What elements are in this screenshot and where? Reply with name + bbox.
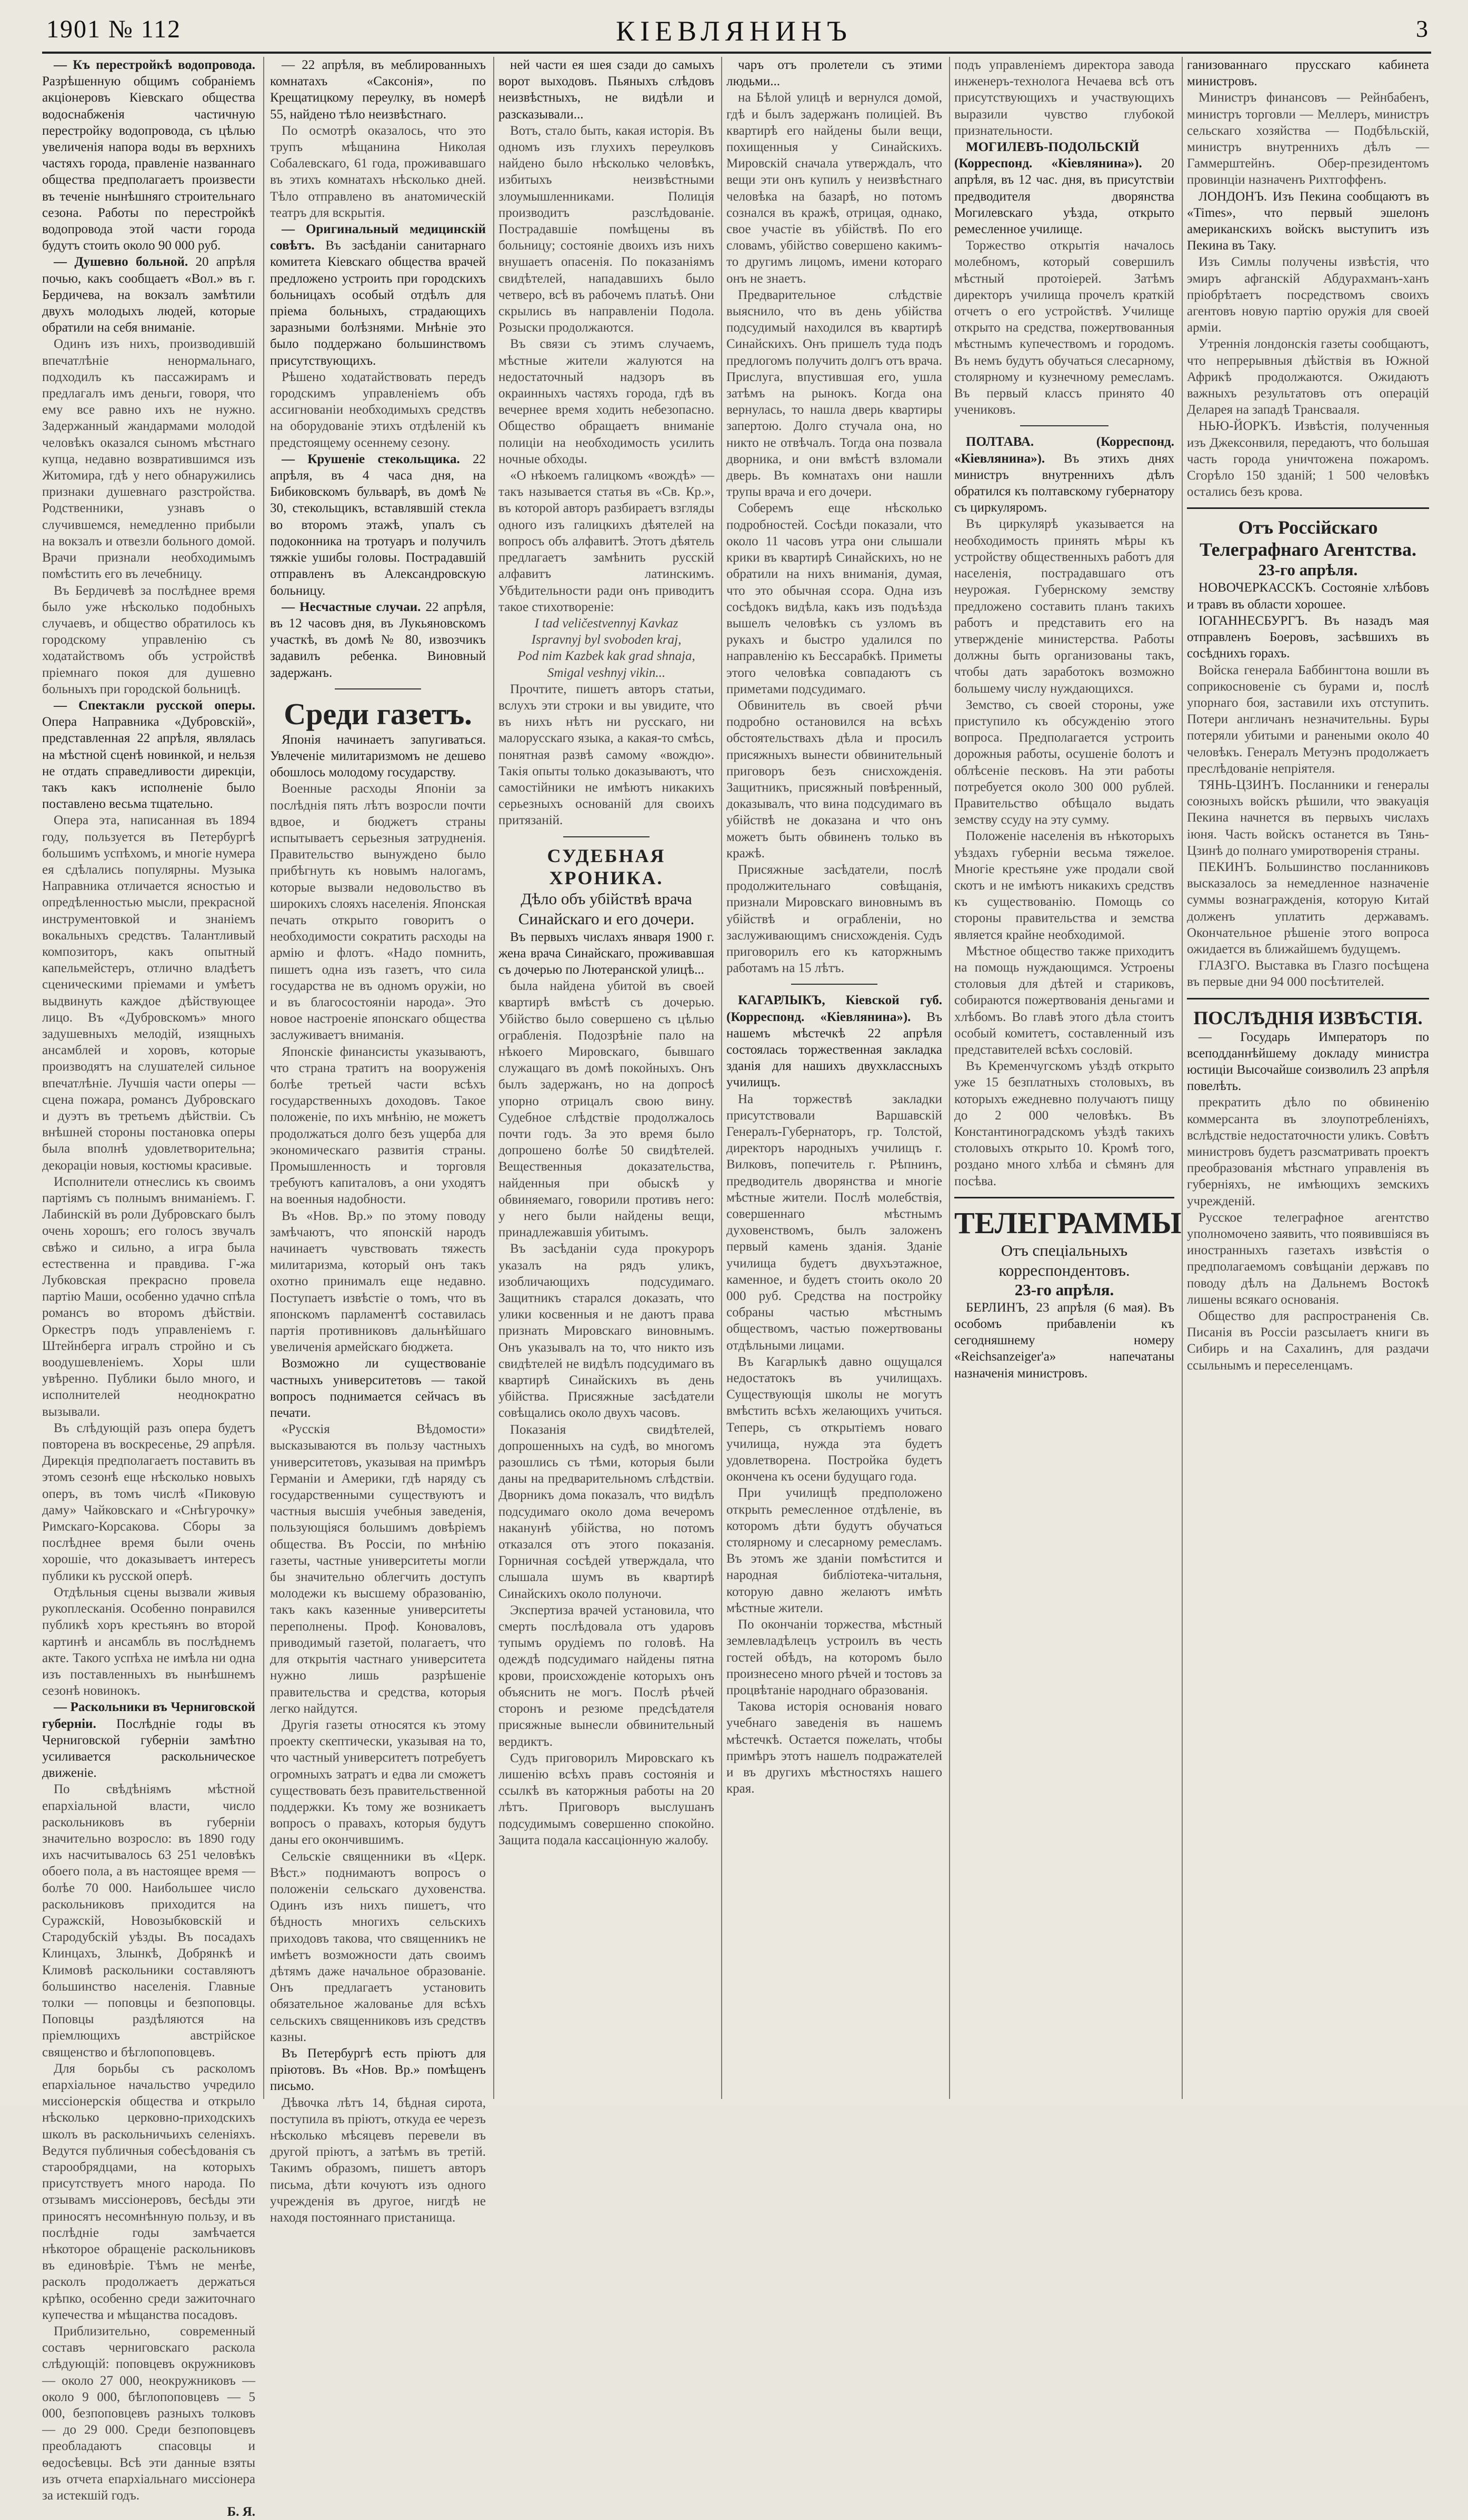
filler-text: была найдена убитой въ своей квартирѣ вмѣстѣ съ дочерью. Убійство было совершено съ цѣлью ограбленія. Подозрѣніе пало на нѣкоего Мировскаго, бывшаго служащаго въ домѣ покойныхъ. Онъ былъ задержанъ, но на допросѣ упорно отрицалъ свою вину. Судебное слѣдствіе продолжалось почти годъ. За это время было допрошено болѣе 50 свидѣтелей. Вещественныя доказательства, найденныя при обыскѣ у обвиняемаго, говорили противъ него: у него были найдены вещи, принадлежавшія убитымъ.	[498, 979, 714, 1240]
telegram-london: ЛОНДОНЪ. Изъ Пекина сообщаютъ въ «Times», что первый эшелонъ американскихъ войскъ выступитъ изъ Пекина въ Таку.	[1187, 189, 1429, 253]
filler-text: Мѣстное общество также приходитъ на помощь нуждающимся. Устроены столовыя для дѣтей и стариковъ, собираются пожертвованія деньгами и хлѣбомъ. Во главѣ этого дѣла стоитъ особый комитетъ, составленный изъ представителей всѣхъ сословій.	[954, 944, 1174, 1057]
column-6	[1187, 57, 1429, 2094]
filler-text: Вотъ, стало быть, какая исторія. Въ одномъ изъ глухихъ переулковъ найдено было нѣсколько человѣкъ, избитыхъ неизвѣстными злоумышленниками. Полиція производитъ разслѣдованіе. Пострадавшіе помѣщены въ больницу; состояніе двоихъ изъ нихъ внушаетъ опасенія. По показаніямъ свидѣтелей, нападавшихъ было четверо, всѣ въ рабочемъ платьѣ. Они скрылись въ направленіи Подола. Розыски продолжаются.	[498, 123, 714, 335]
article-mogilev: МОГИЛЕВЪ-ПОДОЛЬСКІЙ (Корреспонд. «Кіевлянина»). 20 апрѣля, въ 12 час. дня, въ присутствіи предводителя дворянства Могилевскаго уѣзда, открыто ремесленное училище.	[954, 140, 1174, 237]
section-title-among-papers: Среди газетъ.	[284, 696, 472, 731]
filler-text: Торжество открытія началось молебномъ, который совершилъ мѣстный протоіерей. Затѣмъ директоръ училища прочелъ краткій отчетъ о его устройствѣ. Училище открыто на средства, пожертвованныя мѣстнымъ купечествомъ и городомъ. Въ немъ будутъ обучаться слесарному, столярному и кузнечному ремесламъ. Въ первый классъ принято 40 учениковъ.	[954, 238, 1174, 417]
section-rule	[1187, 998, 1429, 999]
filler-text: Утреннія лондонскія газеты сообщаютъ, что непрерывныя дѣйствія въ Южной Африкѣ продолжаются. Ожидаютъ важныхъ результатовъ отъ операцій Деларея на западѣ Трансвааля.	[1187, 337, 1429, 417]
filler-text: Министръ финансовъ — Рейнбабенъ, министръ торговли — Меллеръ, министръ сельскаго хозяйства — Подбѣльскій, министръ внутреннихъ дѣлъ — Гаммерштейнъ. Обер-президентомъ провинціи назначенъ Рихтгоффенъ.	[1187, 91, 1429, 187]
article-continuation: ней части ея шея сзади до самыхъ ворот выходовъ. Пьяныхъ слѣдовъ неизвѣстныхъ, не видѣли и разсказывали...	[498, 58, 714, 122]
filler-text: Предварительное слѣдствіе выяснило, что въ день убійства подсудимый находился въ квартирѣ Синайскихъ. Онъ пришелъ туда подъ предлогомъ получить долгъ отъ врача. Прислуга, впустившая его, ушла затѣмъ на рынокъ. Когда она вернулась, то нашла дверь квартиры запертою. Долго стучала она, но никто не отвѣчалъ. Тогда она позвала дворника, и они вмѣстѣ взломали дверь. Въ комнатахъ они нашли трупы врача и его дочери.	[726, 287, 942, 499]
column-divider	[1182, 57, 1183, 2099]
article-latest: — Государь Императоръ по всеподданнѣйшему докладу министра юстиціи Высочайше соизволилъ 23 апрѣля повелѣть.	[1187, 1029, 1429, 1094]
filler-text: на Бѣлой улицѣ и вернулся домой, гдѣ и былъ задержанъ полиціей. Въ квартирѣ его найдены были вещи, похищенныя у Синайскихъ. Мировскій сначала утверждалъ, что вещи эти онъ купилъ у неизвѣстнаго человѣка на базарѣ, но потомъ сознался въ кражѣ, отрицая, однако, свое участіе въ убійствѣ. По его словамъ, убійство совершено какимъ-то другимъ лицомъ, имени котораго онъ не знаетъ.	[726, 91, 942, 286]
article-russian-opera: — Спектакли русской оперы. Опера Направника «Дубровскій», представленная 22 апрѣля, являлась на мѣстной сценѣ новинкой, и нельзя не отдать справедливости дирекціи, такъ какъ исполненіе было поставлено весьма тщательно.	[42, 698, 255, 812]
filler-text: Войска генерала Баббингтона вошли въ соприкосновеніе съ бурами и, послѣ упорнаго боя, заставили ихъ отступить. Потери англичанъ незначительны. Буры потеряли убитыми и ранеными около 40 человѣкъ. Генералъ Метуэнъ продолжаетъ преслѣдованіе непріятеля.	[1187, 663, 1429, 776]
filler-text: Прочтите, пишетъ авторъ статьи, вслухъ эти строки и вы увидите, что въ нихъ нѣтъ ни русскаго, ни малорусскаго языка, а какая-то смѣсь, понятная развѣ самому «вождю». Такія опыты только доказываютъ, что самостійники не имѣютъ никакихъ серьезныхъ основаній для своихъ притязаній.	[498, 682, 714, 828]
filler-text: Соберемъ еще нѣсколько подробностей. Сосѣди показали, что около 11 часовъ утра они слышали крики въ квартирѣ Синайскихъ, но не обратили на нихъ вниманія, думая, что это обычная ссора. Одна изъ сосѣдокъ видѣла, какъ изъ подъѣзда вышелъ человѣкъ съ узломъ въ рукахъ и быстро удалился по направленію къ Бессарабкѣ. Приметы этого человѣка совпадаютъ съ приметами подсудимаго.	[726, 501, 942, 696]
filler-text: Въ засѣданіи суда прокуроръ указалъ на рядъ уликъ, изобличающихъ подсудимаго. Защитникъ старался доказать, что улики косвенныя и не даютъ права признать Мировскаго виновнымъ. Онъ указывалъ на то, что никто изъ свидѣтелей не видѣлъ подсудимаго въ квартирѣ Синайскихъ въ день убійства. Присяжные засѣдатели совѣщались около двухъ часовъ.	[498, 1242, 714, 1421]
article-schismatics: — Раскольники въ Черниговской губерніи. Послѣдніе годы въ Черниговской губерніи замѣтно усиливается раскольническое движеніе.	[42, 1700, 255, 1781]
filler-text: Опера эта, написанная въ 1894 году, пользуется въ Петербургѣ большимъ успѣхомъ, и многіе нумера ея сдѣлались популярны. Музыка Направника отличается ясностью и опредѣленностью мысли, прекрасной инструментовкой и знаніемъ вокальныхъ средствъ. Талантливый композиторъ, какъ опытный капельмейстеръ, отлично владѣетъ сценическими пріемами и умѣетъ выдвинуть каждое дѣйствующее лицо. Въ «Дубровскомъ» много задушевныхъ мелодій, изящныхъ ансамблей и хоровъ, которые производятъ на слушателей сильное впечатлѣніе. Лучшія части оперы — сцена пожара, романсъ Дубровскаго и дуэтъ въ третьемъ дѣйствіи. Съ внѣшней стороны постановка оперы была вполнѣ удовлетворительна; декораціи новыя, костюмы красивые.	[42, 813, 255, 1173]
newspaper-title: КІЕВЛЯНИНЪ	[616, 15, 852, 47]
filler-text: «О нѣкоемъ галицкомъ «вождѣ» — такъ называется статья въ «Св. Кр.», въ которой авторъ разбираетъ взгляды одного изъ галицкихъ дѣятелей на вопросъ объ алфавитѣ. Этотъ дѣятель предлагаетъ замѣнить русскій алфавитъ латинскимъ. Убѣдительности ради онъ приводитъ такое стихотвореніе:	[498, 468, 714, 614]
section-rule	[954, 1197, 1174, 1198]
article-court: Въ первыхъ числахъ января 1900 г. жена врача Синайскаго, проживавшая съ дочерью по Лютеранской улицѣ...	[498, 929, 714, 977]
filler-text: Обвинитель въ своей рѣчи подробно остановился на всѣхъ обстоятельствахъ дѣла и просилъ присяжныхъ вынести обвинительный приговоръ безъ снисхожденія. Защитникъ, присяжный повѣренный, доказывалъ, что вина подсудимаго въ убійствѣ не доказана и что онъ можетъ быть обвиненъ только въ кражѣ.	[726, 698, 942, 861]
telegram-johannesburg: ІОГАННЕСБУРГЪ. Въ назадъ мая отправленъ Боеровъ, засѣвшихъ въ сосѣднихъ горахъ.	[1187, 613, 1429, 661]
article-shelter: Въ Петербургѣ есть пріютъ для пріютовъ. Въ «Нов. Вр.» помѣщенъ письмо.	[270, 2046, 486, 2094]
filler-text: ГЛАЗГО. Выставка въ Глазго посѣщена въ первые дни 94 000 посѣтителей.	[1187, 958, 1429, 989]
filler-text: Судъ приговорилъ Мировскаго къ лишенію всѣхъ правъ состоянія и ссылкѣ въ каторжныя работы на 20 лѣтъ. Приговоръ выслушанъ подсудимымъ совершенно спокойно. Защита подала кассаціонную жалобу.	[498, 1751, 714, 1847]
filler-text: Въ «Нов. Вр.» по этому поводу замѣчаютъ, что японскій народъ начинаетъ чувствовать тяжесть милитаризма, который онъ такъ охотно принималъ еще недавно. Поступаетъ извѣстіе о томъ, что въ японскомъ парламентѣ составилась партія противниковъ дальнѣйшаго увеличенія армейскаго бюджета.	[270, 1208, 486, 1355]
filler-text: По осмотрѣ оказалось, что это трупъ мѣщанина Николая Собалевскаго, 61 года, проживавшаго въ этихъ комнатахъ нѣсколько дней. Тѣло отправлено въ анатомическій театръ для вскрытія.	[270, 123, 486, 220]
filler-text: По свѣдѣніямъ мѣстной епархіальной власти, число раскольниковъ въ губерніи значительно возросло: въ 1890 году ихъ насчитывалось 63 251 человѣкъ обоего пола, а въ настоящее время — болѣе 70 000. Наибольшее число раскольниковъ приходится на Суражскій, Новозыбковскій и Стародубскій уѣзды. Въ посадахъ Клинцахъ, Злынкѣ, Добрянкѣ и Климовѣ раскольники составляютъ большинство населенія. Главные толки — поповцы и безпоповцы. Поповцы раздѣляются на пріемлющихъ австрійское священство и бѣглопоповцевъ.	[42, 1782, 255, 2059]
section-title-court: СУДЕБНАЯ ХРОНИКА.	[547, 845, 666, 888]
filler-poem: I tad veličestvennyj Kavkaz Ispravnyj byl svoboden kraj, Pod nim Kazbek kak grad shnaja, Smigal veshnyj vikin...	[517, 616, 695, 680]
section-title-agency: Отъ Россійскаго Телеграфнаго Агентства.	[1199, 517, 1417, 561]
section-subtitle-court: Дѣло объ убійствѣ врача Синайскаго и его дочери.	[518, 889, 695, 928]
filler-text: Въ слѣдующій разъ опера будетъ повторена въ воскресенье, 29 апрѣля. Дирекція предполагаетъ поставить въ этомъ сезонѣ еще нѣсколько новыхъ оперъ, въ томъ числѣ «Пиковую даму» Чайковскаго и «Снѣгурочку» Римскаго-Корсакова. Сборы за послѣднее время были очень хорошіе, что доказываетъ интересъ публики къ русской оперѣ.	[42, 1421, 255, 1583]
column-divider	[721, 57, 722, 2099]
article-continuation: чаръ отъ пролетели съ этими людьми...	[726, 58, 942, 89]
section-rule	[335, 688, 421, 689]
column-4	[726, 57, 942, 2094]
filler-text: ПЕКИНЪ. Большинство посланниковъ высказалось за немедленное назначеніе суммы вознагражденія, которую Китай долженъ уплатить державамъ. Окончательное рѣшеніе этого вопроса ожидается въ ближайшемъ будущемъ.	[1187, 859, 1429, 956]
filler-text: НЬЮ-ЙОРКЪ. Извѣстія, полученныя изъ Джексонвиля, передаютъ, что большая часть города уничтожена пожаромъ. Сгорѣло 150 зданій; 1 500 человѣкъ остались безъ крова.	[1187, 419, 1429, 499]
filler-text: ТЯНЬ-ЦЗИНЪ. Посланники и генералы союзныхъ войскъ рѣшили, что эвакуація Пекина начнется въ первыхъ числахъ іюня. Часть войскъ останется въ Тянь-Цзинѣ до полнаго умиротворенія страны.	[1187, 777, 1429, 858]
filler-text: Военные расходы Японіи за послѣднія пять лѣтъ возросли почти вдвое, и бюджетъ страны испытываетъ серьезныя затрудненія. Правительство вынуждено было прибѣгнуть къ новымъ налогамъ, которые вызвали недовольство въ широкихъ слояхъ населенія. Японская печать открыто говоритъ о необходимости сократить расходы на армію и флотъ. «Надо помнить, пишетъ одна изъ газетъ, что сила государства не въ одномъ оружіи, но и въ благосостояніи народа». Это новое настроеніе японскаго общества заслуживаетъ вниманія.	[270, 782, 486, 1043]
section-title-latest: ПОСЛѢДНІЯ ИЗВѢСТІЯ.	[1193, 1007, 1423, 1028]
filler-text: Такова исторія основанія новаго учебнаго заведенія въ нашемъ мѣстечкѣ. Остается пожелать, чтобы примѣръ этотъ нашелъ подражателей и въ другихъ мѣстностяхъ нашего края.	[726, 1699, 942, 1796]
telegram-berlin: БЕРЛИНЪ, 23 апрѣля (6 мая). Въ особомъ прибавленіи къ сегодняшнему номеру «Reichsanzeiger'a» напечатаны назначенія министровъ.	[954, 1300, 1174, 1381]
filler-text: Присяжные засѣдатели, послѣ продолжительнаго совѣщанія, признали Мировскаго виновнымъ въ убійствѣ и ограбленіи, но заслуживающимъ снисхожденія. Судъ приговорилъ его къ каторжнымъ работамъ на 15 лѣтъ.	[726, 862, 942, 976]
filler-text: Японскіе финансисты указываютъ, что страна тратитъ на вооруженія болѣе третьей части всѣхъ государственныхъ доходовъ. Такое положеніе, по ихъ мнѣнію, не можетъ продолжаться долго безъ ущерба для экономическаго развитія страны. Промышленность и торговля требуютъ капиталовъ, а они уходятъ на военныя надобности.	[270, 1044, 486, 1207]
section-rule	[1020, 425, 1108, 426]
year-issue: 1901 № 112	[46, 15, 182, 43]
filler-text: Въ Бердичевѣ за послѣднее время было уже нѣсколько подобныхъ случаевъ, и общество обратилось къ городскому управленію съ ходатайствомъ объ устройствѣ пріемнаго покоя для душевно больныхъ при городской больницѣ.	[42, 583, 255, 696]
article-waterworks: — Къ перестройкѣ водопровода. Разрѣшенную общимъ собраніемъ акціонеровъ Кіевскаго общества водоснабженія частичную перестройку водопровода, съ цѣлью увеличенія напора воды въ верхнихъ частяхъ города, правленіе названнаго общества предполагаетъ произвести въ теченіе нынѣшняго строительнаго сезона. Работы по перестройкѣ водопровода этой части города будутъ стоить около 90 000 руб.	[42, 58, 255, 253]
agency-date: 23-го апрѣля.	[1258, 561, 1358, 579]
filler-text: Въ связи съ этимъ случаемъ, мѣстные жители жалуются на недостаточный надзоръ въ окраинныхъ частяхъ города, гдѣ въ вечернее время ходить небезопасно. Общество обращаетъ вниманіе полиціи на необходимость усилить ночные обходы.	[498, 337, 714, 466]
filler-text: На торжествѣ закладки присутствовали Варшавскій Генералъ-Губернаторъ, гр. Толстой, директоръ народныхъ училищъ г. Вилковъ, попечитель г. Рѣпнинъ, предводитель дворянства и многіе мѣстные жители. Послѣ молебствія, совершеннаго мѣстнымъ духовенствомъ, былъ заложенъ первый камень зданія. Зданіе училища будетъ двухъэтажное, каменное, и будетъ стоить около 20 000 руб. Средства на постройку собраны частью мѣстнымъ обществомъ, частью пожертвованы отдѣльными лицами.	[726, 1092, 942, 1353]
article-japan: Японія начинаетъ запугиваться. Увлеченіе милитаризмомъ не дешево обошлось молодому государству.	[270, 732, 486, 780]
filler-text: Рѣшено ходатайствовать передъ городскимъ управленіемъ объ ассигнованіи необходимыхъ средствъ на оборудованіе этихъ отдѣленій къ предстоящему осеннему сезону.	[270, 369, 486, 450]
filler-text: Русское телеграфное агентство уполномочено заявить, что появившіяся въ иностранныхъ газетахъ извѣстія о предполагаемомъ совѣщаніи державъ по поводу дѣлъ на Дальнемъ Востокѣ лишены всякаго основанія.	[1187, 1210, 1429, 1307]
article-poltava: ПОЛТАВА. (Корреспонд. «Кіевлянина»). Въ этихъ днях министръ внутреннихъ дѣлъ обратился къ полтавскому губернатору съ циркуляромъ.	[954, 435, 1174, 515]
section-subtitle-telegrams: Отъ спеціальныхъ корреспондентовъ.	[998, 1241, 1130, 1279]
column-1	[42, 57, 255, 2519]
page-number: 3	[1416, 15, 1428, 42]
filler-text: Отдѣльныя сцены вызвали живыя рукоплесканія. Особенно понравился публикѣ хоръ крестьянъ во второй картинѣ и ансамбль въ послѣднемъ акте. Такого успѣха не имѣла ни одна изъ поставленныхъ въ нынѣшнемъ сезонѣ новинокъ.	[42, 1585, 255, 1698]
header-rule	[42, 52, 1431, 54]
section-rule	[1187, 507, 1429, 509]
column-3	[498, 57, 714, 2094]
article-found-body: — 22 апрѣля, въ меблированныхъ комнатахъ «Саксонія», по Крещатицкому переулку, въ номерѣ 55, найдено тѣло неизвѣстнаго.	[270, 58, 486, 122]
filler-text: «Русскія Вѣдомости» высказываются въ пользу частныхъ университетовъ, указывая на примѣръ Германіи и Америки, гдѣ наряду съ государственными существуютъ и частныя высшія учебныя заведенія, пользующіяся большимъ довѣріемъ общества. Въ Россіи, по мнѣнію газеты, частные университеты могли бы значительно облегчить доступъ молодежи къ высшему образованію, такъ какъ казенные университеты переполнены. Проф. Коноваловъ, приводимый газетой, полагаетъ, что для открытія частнаго университета нужно лишь разрѣшеніе правительства и средства, которыя легко найдутся.	[270, 1422, 486, 1716]
filler-text: Исполнители отнеслись къ своимъ партіямъ съ полнымъ вниманіемъ. Г. Лабинскій въ роли Дубровскаго былъ очень хорошъ; его голосъ звучалъ свѣжо и сильно, а игра была естественна и правдива. Г-жа Лубковская прекрасно провела партію Маши, особенно удачно спѣла романсъ во второмъ дѣйствіи. Оркестръ подъ управленіемъ г. Штейнберга игралъ стройно и съ воодушевленіемъ. Хоры шли увѣренно. Публики было много, и исполнителей неоднократно вызывали.	[42, 1174, 255, 1419]
article-universities: Возможно ли существованіе частныхъ университетовъ — такой вопросъ поднимается сейчасъ въ печати.	[270, 1356, 486, 1421]
filler-text: прекратить дѣло по обвиненію коммерсанта въ злоупотребленіяхъ, вслѣдствіе недостаточности уликъ. Совѣтъ министровъ будетъ разсматривать проектъ преобразованія мѣстнаго управленія въ губерніяхъ, не имѣющихъ земскихъ учрежденій.	[1187, 1095, 1429, 1208]
article-mentally-ill: — Душевно больной. 20 апрѣля почью, какъ сообщаетъ «Вол.» въ г. Бердичева, на вокзалъ замѣтили двухъ молодыхъ людей, которые обратили на себя вниманіе.	[42, 255, 255, 335]
filler-text: Въ Кагарлыкѣ давно ощущался недостатокъ въ училищахъ. Существующія школы не могутъ вмѣстить всѣхъ желающихъ учиться. Теперь, съ открытіемъ новаго училища, нужда эта будетъ удовлетворена. Постройка будетъ окончена къ осени будущаго года.	[726, 1354, 942, 1484]
filler-text: Приблизительно, современный составъ черниговскаго раскола слѣдующій: поповцевъ окружниковъ — около 27 000, неокружниковъ — около 9 000, бѣглопоповцевъ — 5 000, безпоповцевъ разныхъ толковъ — до 29 000. Среди безпоповцевъ преобладаютъ спасовцы и ѳедосѣевцы. Всѣ эти данные взяты изъ отчета епархіальнаго миссіонера за истекшій годъ.	[42, 2324, 255, 2503]
column-2	[270, 57, 486, 2225]
section-rule	[791, 984, 877, 985]
filler-text: При училищѣ предположено открыть ремесленное отдѣленіе, въ которомъ дѣти будутъ обучаться столярному и слесарному ремесламъ. Въ этомъ же зданіи помѣстится и народная библіотека-читальня, которую давно желаютъ имѣть мѣстные жители.	[726, 1486, 942, 1615]
article-fire: — Несчастные случаи. 22 апрѣля, въ 12 часовъ дня, въ Лукьяновскомъ участкѣ, въ домѣ № 80, извозчикъ задавилъ ребенка. Виновный задержанъ.	[270, 599, 486, 680]
filler-text: Экспертиза врачей установила, что смерть послѣдовала отъ ударовъ тупымъ орудіемъ по головѣ. На одеждѣ подсудимаго найдены пятна крови, происхожденіе которыхъ онъ объяснить не могъ. Послѣ рѣчей сторонъ и резюме предсѣдателя присяжные вынесли обвинительный вердиктъ.	[498, 1603, 714, 1749]
column-divider	[493, 57, 494, 2099]
filler-text: Общество для распространенія Св. Писанія въ Россіи разсылаетъ книги въ Сибирь и на Сахалинъ, для раздачи ссыльнымъ и переселенцамъ.	[1187, 1309, 1429, 1373]
section-title-telegrams: ТЕЛЕГРАММЫ	[954, 1205, 1182, 1240]
filler-text: Положеніе населенія въ нѣкоторыхъ уѣздахъ губерніи весьма тяжелое. Многіе крестьяне уже продали свой скотъ и не имѣютъ никакихъ средствъ къ существованію. Помощь со стороны правительства и земства является крайне необходимой.	[954, 829, 1174, 942]
column-divider	[263, 57, 264, 2099]
filler-text: Сельскіе священники въ «Церк. Вѣст.» поднимаютъ вопросъ о положеніи сельскаго духовенства. Одинъ изъ нихъ пишетъ, что бѣдность многихъ сельскихъ приходовъ такова, что священникъ не имѣетъ возможности дать своимъ дѣтямъ даже начальное образованіе. Онъ предлагаетъ установить обязательное жалованье для всѣхъ сельскихъ священниковъ изъ средствъ казны.	[270, 1849, 486, 2044]
filler-text: Изъ Симлы получены извѣстія, что эмиръ афганскій Абдурахманъ-ханъ пріобрѣтаетъ посредствомъ своихъ агентовъ новую партію оружія для своей арміи.	[1187, 255, 1429, 335]
section-rule	[563, 836, 650, 837]
telegram-novocherkassk: НОВОЧЕРКАССКЪ. Состояніе хлѣбовъ и травъ въ области хорошее.	[1187, 581, 1429, 612]
signature: Б. Я.	[227, 2505, 255, 2519]
filler-text: Одинъ изъ нихъ, производившій впечатлѣніе ненормальнаго, подходилъ къ пассажирамъ и предлагалъ имъ деньги, говоря, что ему все равно ихъ не нужно. Задержанный жандармами молодой человѣкъ оказался сыномъ мѣстнаго купца, недавно возвратившимся изъ Житомира, гдѣ у него обнаружились признаки душевнаго разстройства. Родственники, узнавъ о случившемся, немедленно прибыли на вокзалъ и отвезли больного домой. Врачи признали необходимымъ помѣстить его въ лечебницу.	[42, 337, 255, 582]
filler-text: Показанія свидѣтелей, допрошенныхъ на судѣ, во многомъ разошлись съ тѣми, которыя были даны на предварительномъ слѣдствіи. Дворникъ дома показалъ, что видѣлъ подсудимаго около дома вечеромъ наканунѣ убійства, но потомъ отказался отъ этого показанія. Горничная сосѣдей утверждала, что слышала шумъ въ квартирѣ Синайскихъ около полуночи.	[498, 1422, 714, 1601]
telegram-date: 23-го апрѣля.	[1014, 1280, 1114, 1299]
article-concert: — Оригинальный медицинскій совѣтъ. Въ засѣданіи санитарнаго комитета Кіевскаго общества врачей предложено устроить при городскихъ больницахъ особый отдѣлъ для пріема больныхъ, страдающихъ заразными болѣзнями. Мнѣніе это было поддержано большинствомъ присутствующихъ.	[270, 222, 486, 368]
telegram-continuation: ганизованнаго прусскаго кабинета министровъ.	[1187, 58, 1429, 89]
article-kagarlyk: КАГАРЛЫКЪ, Кіевской губ. (Корреспонд. «Кіевлянина»). Въ нашемъ мѣстечкѣ 22 апрѣля состоялась торжественная закладка зданія для нашихъ двухклассныхъ училищъ.	[726, 993, 942, 1090]
article-accident: — Крушеніе стекольщика. 22 апрѣля, въ 4 часа дня, на Бибиковскомъ бульварѣ, въ домѣ № 30, стекольщикъ, вставлявшій стекла во второмъ этажѣ, упалъ съ подоконника на тротуаръ и получилъ тяжкіе ушибы головы. Пострадавшій отправленъ въ Александровскую больницу.	[270, 452, 486, 598]
column-divider	[949, 57, 950, 2099]
filler-text: По окончаніи торжества, мѣстный землевладѣлецъ устроилъ въ честь гостей обѣдъ, на которомъ было произнесено много рѣчей и тостовъ за процвѣтаніе народнаго образованія.	[726, 1617, 942, 1697]
filler-text: Въ циркулярѣ указывается на необходимость принять мѣры къ устройству общественныхъ работъ для населенія, пострадавшаго отъ неурожая. Губернскому земству предложено составить планъ такихъ работъ и представить его на утвержденіе министерства. Работы должны быть организованы такъ, чтобы дать заработокъ возможно большему числу нуждающихся.	[954, 517, 1174, 696]
filler-text: Въ Кременчугскомъ уѣздѣ открыто уже 15 безплатныхъ столовыхъ, въ которыхъ ежедневно получаютъ пищу до 2 000 человѣкъ. Въ Константиноградскомъ уѣздѣ такихъ столовыхъ открыто 10. Кромѣ того, роздано много хлѣба и сѣмянъ для посѣва.	[954, 1059, 1174, 1188]
filler-text: Для борьбы съ расколомъ епархіальное начальство учредило миссіонерскія общества и открыло нѣсколько церковно-приходскихъ школъ въ раскольничьихъ селеніяхъ. Ведутся публичныя собесѣдованія съ старообрядцами, на которыхъ присутствуетъ много народа. По отзывамъ миссіонеровъ, бесѣды эти приносятъ несомнѣнную пользу, и въ послѣдніе годы замѣчается нѣкоторое обращеніе раскольниковъ въ единовѣріе. Тѣмъ не менѣе, расколъ продолжаетъ держаться крѣпко, особенно среди зажиточнаго купечества и мѣщанства посадовъ.	[42, 2061, 255, 2322]
filler-text: Земство, съ своей стороны, уже приступило къ обсужденію этого вопроса. Предполагается устроить дорожныя работы, осушеніе болотъ и облѣсеніе песковъ. На эти работы потребуется около 300 000 рублей. Правительство обѣщало выдать земству ссуду на эту сумму.	[954, 697, 1174, 827]
filler-text: подъ управленіемъ директора завода инженеръ-технолога Нечаева всѣ отъ присутствующихъ и участвующихъ выразили чувство глубокой признательности.	[954, 58, 1174, 138]
column-5	[954, 57, 1182, 2094]
filler-text: Дѣвочка лѣтъ 14, бѣдная сирота, поступила въ пріютъ, откуда ее черезъ нѣсколько мѣсяцевъ перевели въ другой пріютъ, а затѣмъ въ третій. Такимъ образомъ, пишетъ авторъ письма, дѣти кочуютъ изъ одного учрежденія въ другое, нигдѣ не находя постояннаго пристанища.	[270, 2095, 486, 2225]
filler-text: Другія газеты относятся къ этому проекту скептически, указывая на то, что частный университетъ потребуетъ огромныхъ затратъ и едва ли сможетъ существовать безъ правительственной поддержки. Къ тому же возникаетъ вопросъ о правахъ, которыя будутъ даны его окончившимъ.	[270, 1717, 486, 1847]
